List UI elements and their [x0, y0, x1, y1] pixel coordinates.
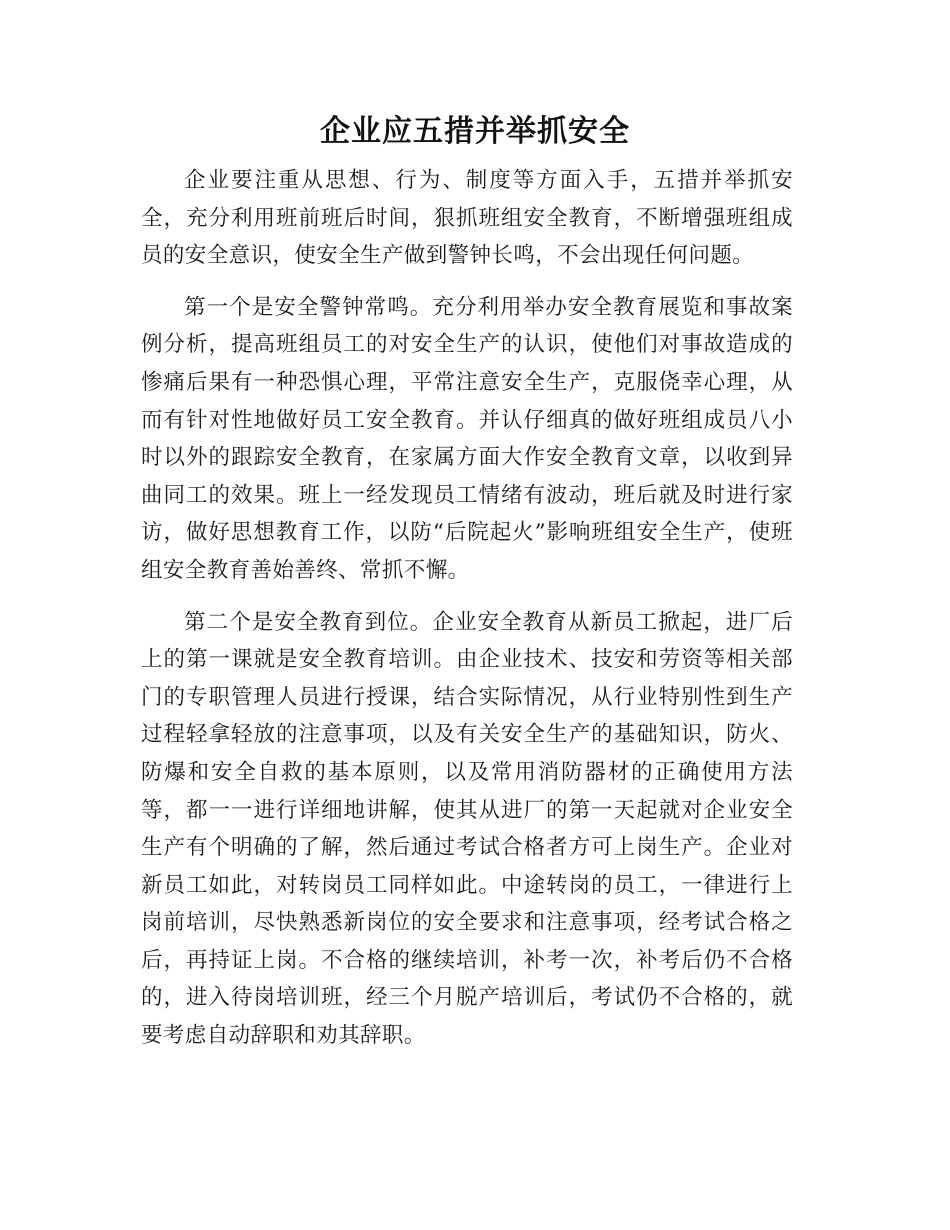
document-title: 企业应五措并举抓安全 [320, 114, 630, 149]
paragraph-safety-education: 第二个是安全教育到位。企业安全教育从新员工掀起，进厂后上的第一课就是安全教育培训。由企业技术、技安和劳资等相关部门的专职管理人员进行授课，结合实际情况，从行业特别性到生产过程轻拿轻放的注意事项，以及有关安全生产的基础知识，防火、防爆和安全自救的基本原则，以及常用消防器材的正确使用方法等，都一一进行详细地讲解，使其从进厂的第一天起就对企业安全生产有个明确的了解，然后通过考试合格者方可上岗生产。企业对新员工如此，对转岗员工同样如此。中途转岗的员工，一律进行上岗前培训，尽快熟悉新岗位的安全要求和注意事项，经考试合格之后，再持证上岗。不合格的继续培训，补考一次，补考后仍不合格的，进入待岗培训班，经三个月脱产培训后，考试仍不合格的，就要考虑自动辞职和劝其辞职。 [141, 609, 793, 1049]
paragraph-intro: 企业要注重从思想、行为、制度等方面入手，五措并举抓安全，充分利用班前班后时间，狠抓班组安全教育，不断增强班组成员的安全意识，使安全生产做到警钟长鸣，不会出现任何问题。 [141, 168, 793, 269]
paragraph-safety-alarm: 第一个是安全警钟常鸣。充分利用举办安全教育展览和事故案例分析，提高班组员工的对安全生产的认识，使他们对事故造成的惨痛后果有一种恐惧心理，平常注意安全生产，克服侥幸心理，从而有针对性地做好员工安全教育。并认仔细真的做好班组成员八小时以外的跟踪安全教育，在家属方面大作安全教育文章，以收到异曲同工的效果。班上一经发现员工情绪有波动，班后就及时进行家访，做好思想教育工作，以防“后院起火”影响班组安全生产，使班组安全教育善始善终、常抓不懈。 [141, 294, 793, 583]
document-body [141, 162, 793, 1069]
